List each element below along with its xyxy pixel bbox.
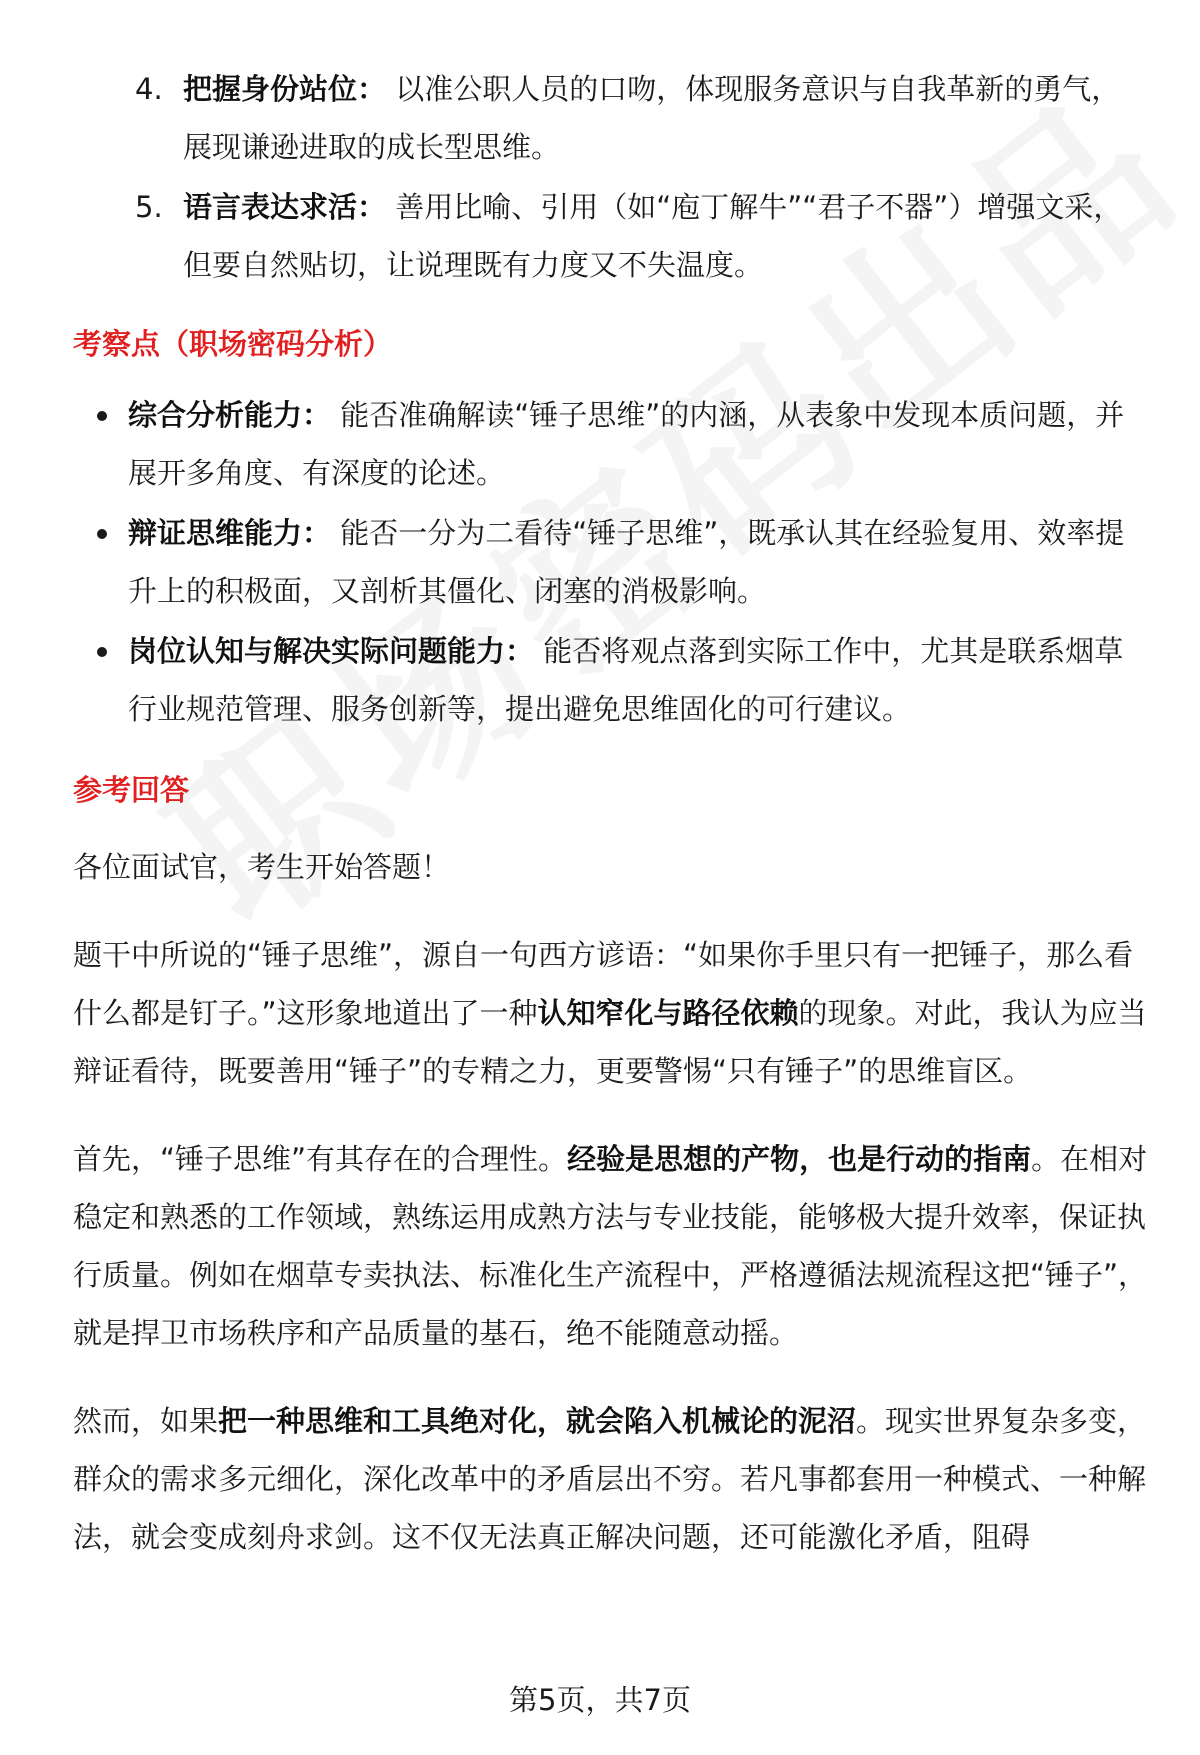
list-item-title: 语言表达求活： — [183, 190, 387, 224]
paragraph-text: 的现象。对此，我认为应当辩证看待，既要善用“锤子”的专精之力，更要警惕“只有锤子”的思维盲区。 — [73, 996, 1147, 1088]
bullet-list — [73, 386, 1148, 738]
bullet-title: 岗位认知与解决实际问题能力： — [128, 634, 535, 668]
bullet-dot — [97, 411, 107, 421]
section-heading-assessment: 考察点（职场密码分析） — [73, 327, 393, 361]
paragraph-second-point — [73, 1392, 1148, 1566]
page-number-footer: 第5页，共7页 — [509, 1683, 691, 1717]
paragraph-text: 首先，“锤子思维”有其存在的合理性。 — [73, 1142, 568, 1176]
bullet-text: 能否将观点落到实际工作中，尤其是联系烟草行业规范管理、服务创新等，提出避免思维固化的可行建议。 — [128, 634, 1124, 726]
numbered-list — [73, 60, 1148, 294]
bullet-item — [73, 622, 1148, 738]
paragraph-first-point — [73, 1130, 1148, 1362]
bullet-title: 辩证思维能力： — [128, 516, 332, 550]
bullet-item — [73, 504, 1148, 620]
paragraph-emphasis: 认知窄化与路径依赖 — [537, 996, 799, 1030]
list-item — [73, 178, 1148, 294]
list-item-text: 善用比喻、引用（如“庖丁解牛”“君子不器”）增强文采，但要自然贴切，让说理既有力度又不失温度。 — [183, 190, 1123, 282]
bullet-text: 能否准确解读“锤子思维”的内涵，从表象中发现本质问题，并展开多角度、有深度的论述。 — [128, 398, 1125, 490]
list-item — [73, 60, 1148, 176]
paragraph-intro — [73, 926, 1148, 1100]
bullet-text: 能否一分为二看待“锤子思维”，既承认其在经验复用、效率提升上的积极面，又剖析其僵化、闭塞的消极影响。 — [128, 516, 1125, 608]
bullet-dot — [97, 529, 107, 539]
page-content — [73, 60, 1148, 1566]
greeting-paragraph: 各位面试官，考生开始答题！ — [73, 850, 451, 884]
paragraph-text: 然而，如果 — [73, 1404, 219, 1438]
paragraph-text: 题干中所说的“锤子思维”，源自一句西方谚语：“如果你手里只有一把锤子，那么看什么都是钉子。”这形象地道出了一种 — [73, 938, 1134, 1030]
list-number: 5. — [135, 190, 163, 224]
list-item-text: 以准公职人员的口吻，体现服务意识与自我革新的勇气，展现谦逊进取的成长型思维。 — [183, 72, 1121, 164]
bullet-item — [73, 386, 1148, 502]
paragraph-text: 。现实世界复杂多变，群众的需求多元细化，深化改革中的矛盾层出不穷。若凡事都套用一种模式、一种解法，就会变成刻舟求剑。这不仅无法真正解决问题，还可能激化矛盾，阻碍 — [73, 1404, 1147, 1554]
list-number: 4. — [135, 72, 163, 106]
paragraph-emphasis: 经验是思想的产物，也是行动的指南 — [567, 1142, 1032, 1176]
paragraph-text: 。在相对稳定和熟悉的工作领域，熟练运用成熟方法与专业技能，能够极大提升效率，保证执行质量。例如在烟草专卖执法、标准化生产流程中，严格遵循法规流程这把“锤子”，就是捍卫市场秩序和产品质量的基石，绝不能随意动摇。 — [73, 1142, 1148, 1350]
section-heading-answer: 参考回答 — [73, 773, 190, 807]
list-item-title: 把握身份站位： — [183, 72, 387, 106]
bullet-title: 综合分析能力： — [128, 398, 332, 432]
bullet-dot — [97, 647, 107, 657]
paragraph-emphasis: 把一种思维和工具绝对化，就会陷入机械论的泥沼 — [218, 1404, 857, 1438]
